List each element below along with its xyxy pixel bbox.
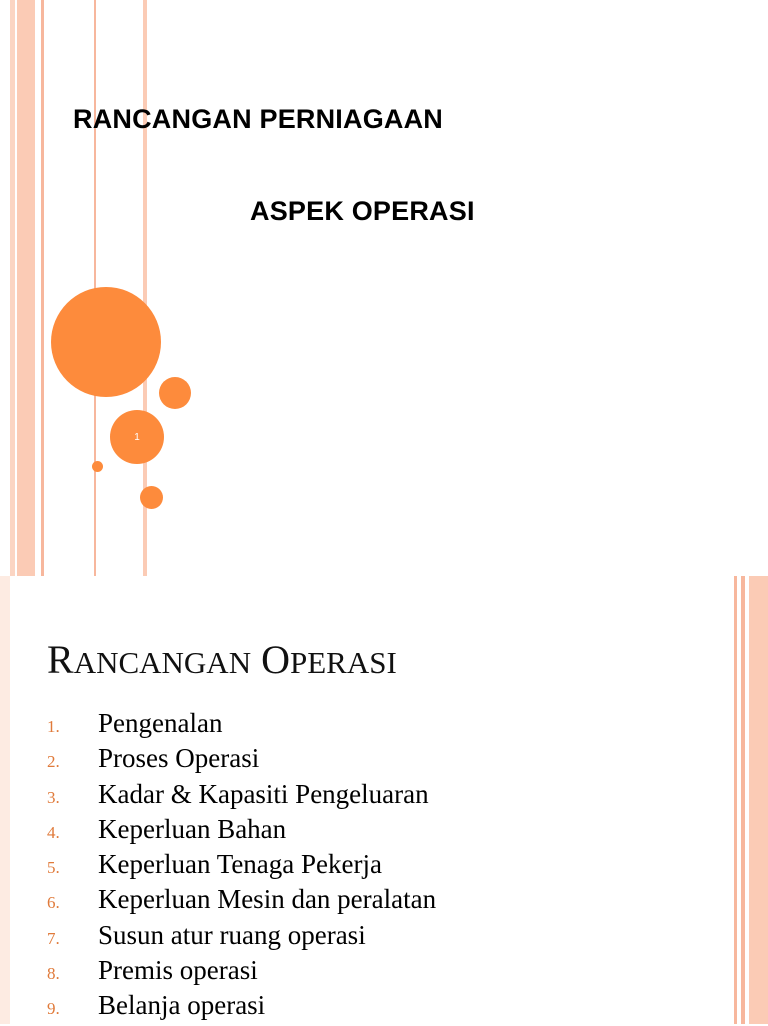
list-item	[47, 743, 436, 778]
item-number: 5.	[47, 858, 60, 878]
item-number: 9.	[47, 999, 60, 1019]
list-item	[47, 708, 436, 743]
item-number: 6.	[47, 893, 60, 913]
decorative-circle-tiny	[92, 461, 103, 472]
title-rest: ANCANGAN	[73, 645, 252, 680]
item-text: Susun atur ruang operasi	[98, 919, 366, 950]
item-number: 2.	[47, 752, 60, 772]
item-number: 1.	[47, 717, 60, 736]
decorative-circle-small	[140, 486, 163, 509]
item-text: Keperluan Tenaga Pekerja	[98, 849, 382, 880]
agenda-title	[47, 636, 397, 683]
decorative-circle-large	[51, 287, 161, 397]
decorative-stripe	[41, 0, 44, 576]
item-text: Belanja operasi	[98, 990, 266, 1021]
list-item	[47, 920, 436, 955]
title-rest: PERASI	[289, 645, 397, 680]
item-text: Keperluan Bahan	[98, 813, 287, 844]
list-item	[47, 779, 436, 814]
decorative-stripe	[10, 0, 15, 576]
item-number: 3.	[47, 787, 60, 807]
list-item	[47, 849, 436, 884]
list-item	[47, 884, 436, 919]
item-number: 4.	[47, 822, 60, 842]
list-item	[47, 990, 436, 1025]
item-number: 7.	[47, 928, 60, 948]
page-number: 1	[134, 431, 140, 443]
item-text: Proses Operasi	[98, 743, 260, 774]
item-text: Premis operasi	[98, 955, 258, 986]
list-item	[47, 814, 436, 849]
item-text: Kadar & Kapasiti Pengeluaran	[98, 778, 429, 809]
title-initial: O	[261, 637, 290, 682]
slide-subtitle: ASPEK OPERASI	[250, 196, 475, 226]
slide-title: RANCANGAN PERNIAGAAN	[73, 104, 444, 134]
agenda-list	[47, 708, 436, 1026]
decorative-stripe	[734, 576, 737, 1024]
decorative-stripe	[0, 576, 10, 1024]
decorative-stripe	[741, 576, 745, 1024]
item-number: 8.	[47, 964, 60, 984]
item-text: Pengenalan	[98, 708, 223, 738]
decorative-stripe	[17, 0, 35, 576]
decorative-stripe	[749, 576, 768, 1024]
decorative-circle-small	[159, 377, 191, 409]
title-initial: R	[47, 637, 74, 682]
list-item	[47, 955, 436, 990]
item-text: Keperluan Mesin dan peralatan	[98, 884, 437, 915]
